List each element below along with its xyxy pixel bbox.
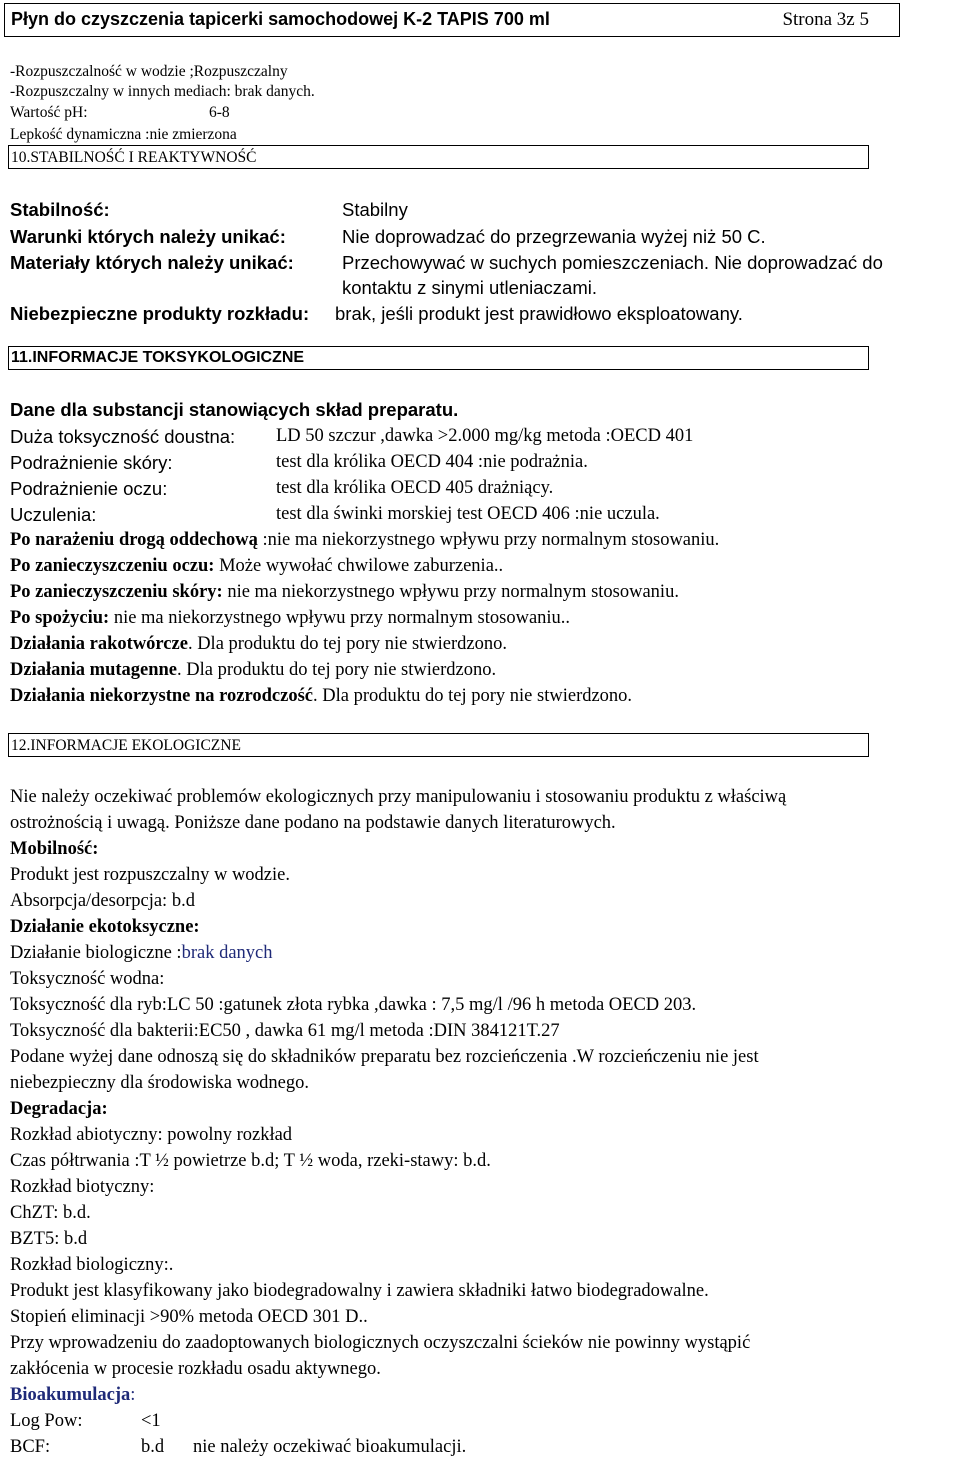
conditions-label: Warunki których należy unikać: — [10, 226, 286, 247]
log-pow-label: Log Pow: — [10, 1411, 83, 1431]
bcf-label: BCF: — [10, 1437, 51, 1457]
effect-mutagenic — [10, 660, 496, 681]
effect-inhalation-text: :nie ma niekorzystnego wpływu przy normalnym stosowaniu. — [257, 530, 720, 550]
bioaccumulation-heading — [10, 1385, 135, 1406]
wwtp-line2: zakłócenia w procesie rozkładu osadu aktywnego. — [10, 1359, 381, 1379]
biotic-degradation: Rozkład biotyczny: — [10, 1177, 155, 1197]
materials-label: Materiały których należy unikać: — [10, 252, 294, 273]
effect-mutagenic-title: Działania mutagenne — [10, 660, 178, 680]
bcf-note: nie należy oczekiwać bioakumulacji. — [193, 1437, 467, 1457]
skin-irritation-label: Podrażnienie skóry: — [10, 452, 173, 473]
substance-data-heading: Dane dla substancji stanowiących skład preparatu. — [10, 399, 459, 420]
section-12-header-box — [8, 733, 869, 757]
mobility-soluble: Produkt jest rozpuszczalny w wodzie. — [10, 865, 290, 885]
effect-carcinogenic — [10, 634, 507, 655]
bioaccumulation-colon: : — [130, 1385, 136, 1405]
oral-toxicity-label: Duża toksyczność doustna: — [10, 426, 236, 447]
effect-inhalation-title: Po narażeniu drogą oddechową — [10, 530, 258, 550]
effect-skin-text: nie ma niekorzystnego wpływu przy normalnym stosowaniu. — [222, 582, 679, 602]
effect-carcinogenic-text: . Dla produktu do tej pory nie stwierdzono. — [187, 634, 507, 654]
section-11-heading: 11.INFORMACJE TOKSYKOLOGICZNE — [11, 349, 305, 366]
elimination-degree: Stopień eliminacji >90% metoda OECD 301 D.. — [10, 1307, 368, 1327]
effect-inhalation — [10, 530, 719, 551]
effect-eyes — [10, 556, 503, 577]
effect-eyes-title: Po zanieczyszczeniu oczu: — [10, 556, 215, 576]
materials-value: Przechowywać w suchych pomieszczeniach. Nie doprowadzać do — [342, 252, 883, 273]
oral-toxicity-value: LD 50 szczur ,dawka >2.000 mg/kg metoda :OECD 401 — [276, 426, 694, 446]
biological-degradation: Rozkład biologiczny:. — [10, 1255, 174, 1275]
fish-toxicity: Toksyczność dla ryb:LC 50 :gatunek złota rybka ,dawka : 7,5 mg/l /96 h metoda OECD 203. — [10, 995, 697, 1015]
eye-irritation-value: test dla królika OECD 405 drażniący. — [276, 478, 554, 498]
page-number: Strona 3z 5 — [782, 9, 869, 30]
biological-action-value: brak danych — [181, 943, 273, 963]
section-11-header-box — [8, 346, 869, 370]
wwtp-line1: Przy wprowadzeniu do zaadoptowanych biologicznych oczyszczalni ścieków nie powinny wystąpić — [10, 1333, 751, 1353]
prop-viscosity: Lepkość dynamiczna :nie zmierzona — [10, 126, 237, 143]
decomposition-value: brak, jeśli produkt jest prawidłowo eksploatowany. — [335, 303, 743, 324]
bioaccumulation-title: Bioakumulacja — [10, 1385, 131, 1405]
effect-mutagenic-text: . Dla produktu do tej pory nie stwierdzono. — [177, 660, 497, 680]
conditions-value: Nie doprowadzać do przegrzewania wyżej niż 50 C. — [342, 226, 766, 247]
page-header — [4, 3, 900, 37]
dilution-note-line1: Podane wyżej dane odnoszą się do składników preparatu bez rozcieńczenia .W rozcieńczeniu nie jest — [10, 1047, 759, 1067]
mobility-heading: Mobilność: — [10, 839, 99, 859]
stability-label: Stabilność: — [10, 199, 110, 220]
biological-action — [10, 943, 273, 964]
effect-reproductive-text: . Dla produktu do tej pory nie stwierdzono. — [313, 686, 633, 706]
ecotox-heading: Działanie ekotoksyczne: — [10, 917, 200, 937]
prop-solubility-other: -Rozpuszczalny w innych mediach: brak danych. — [10, 83, 315, 100]
effect-reproductive-title: Działania niekorzystne na rozrodczość — [10, 686, 313, 706]
bzt5-value: BZT5: b.d — [10, 1229, 88, 1249]
eco-intro-line1: Nie należy oczekiwać problemów ekologicznych przy manipulowaniu i stosowaniu produktu z właściwą — [10, 787, 787, 807]
effect-ingestion — [10, 608, 570, 629]
sensitization-value: test dla świnki morskiej test OECD 406 :nie uczula. — [276, 504, 660, 524]
stability-value: Stabilny — [342, 199, 408, 220]
biodegradable-classification: Produkt jest klasyfikowany jako biodegradowalny i zawiera składniki łatwo biodegradowalne. — [10, 1281, 709, 1301]
eye-irritation-label: Podrażnienie oczu: — [10, 478, 168, 499]
document-title: Płyn do czyszczenia tapicerki samochodowej K-2 TAPIS 700 ml — [11, 9, 550, 29]
bacteria-toxicity: Toksyczność dla bakterii:EC50 , dawka 61 mg/l metoda :DIN 384121T.27 — [10, 1021, 560, 1041]
effect-reproductive — [10, 686, 632, 707]
effect-skin-title: Po zanieczyszczeniu skóry: — [10, 582, 223, 602]
section-10-header-box — [8, 145, 869, 169]
effect-skin — [10, 582, 679, 603]
dilution-note-line2: niebezpieczny dla środowiska wodnego. — [10, 1073, 309, 1093]
abiotic-degradation: Rozkład abiotyczny: powolny rozkład — [10, 1125, 293, 1145]
prop-solubility-water: -Rozpuszczalność w wodzie ;Rozpuszczalny — [10, 63, 288, 80]
water-toxicity: Toksyczność wodna: — [10, 969, 165, 989]
bcf-value: b.d — [141, 1437, 165, 1457]
chzt-value: ChZT: b.d. — [10, 1203, 91, 1223]
log-pow-value: <1 — [141, 1411, 161, 1431]
skin-irritation-value: test dla królika OECD 404 :nie podrażnia. — [276, 452, 588, 472]
degradation-heading: Degradacja: — [10, 1099, 108, 1119]
decomposition-label: Niebezpieczne produkty rozkładu: — [10, 303, 310, 324]
effect-carcinogenic-title: Działania rakotwórcze — [10, 634, 188, 654]
biological-action-label: Działanie biologiczne : — [10, 943, 182, 963]
mobility-absorption: Absorpcja/desorpcja: b.d — [10, 891, 195, 911]
section-10-heading: 10.STABILNOŚĆ I REAKTYWNOŚĆ — [11, 149, 257, 166]
section-12-heading: 12.INFORMACJE EKOLOGICZNE — [11, 737, 241, 754]
half-life: Czas półtrwania :T ½ powietrze b.d; T ½ woda, rzeki-stawy: b.d. — [10, 1151, 491, 1171]
effect-ingestion-title: Po spożyciu: — [10, 608, 110, 628]
materials-value-cont: kontaktu z sinymi utleniaczami. — [342, 277, 597, 298]
effect-eyes-text: Może wywołać chwilowe zaburzenia.. — [214, 556, 504, 576]
effect-ingestion-text: nie ma niekorzystnego wpływu przy normalnym stosowaniu.. — [109, 608, 571, 628]
prop-ph-value: 6-8 — [209, 104, 230, 121]
eco-intro-line2: ostrożnością i uwagą. Poniższe dane podano na podstawie danych literaturowych. — [10, 813, 616, 833]
sensitization-label: Uczulenia: — [10, 504, 97, 525]
prop-ph-label: Wartość pH: — [10, 104, 88, 121]
